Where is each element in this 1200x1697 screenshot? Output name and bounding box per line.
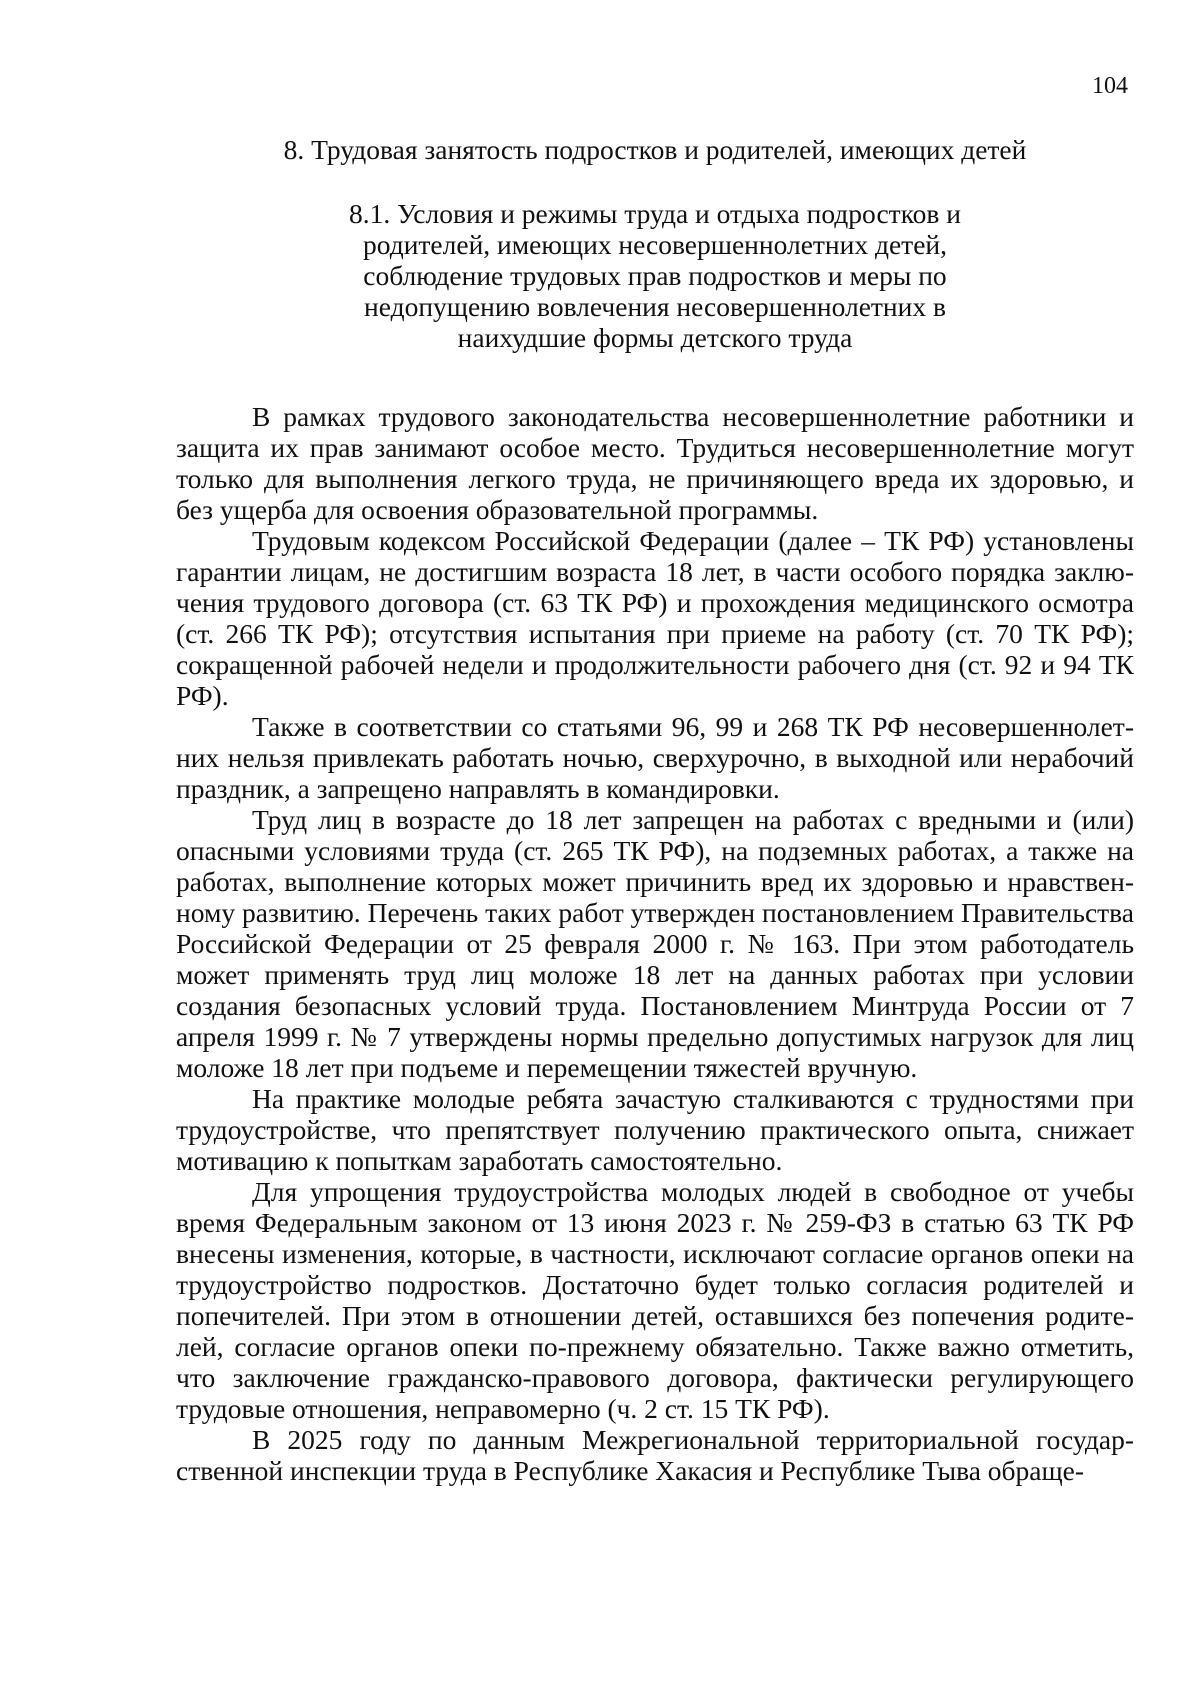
subsection-heading-line: соблюдение трудовых прав подростков и меры по	[363, 260, 947, 291]
subsection-heading	[176, 198, 1134, 353]
subsection-heading-line: 8.1. Условия и режимы труда и отдыха подростков и	[349, 198, 961, 229]
paragraph: На практике молодые ребята зачастую сталкиваются с трудностями при трудоустройстве, что препятствует получению практического опыта, снижает мотивацию к попыткам заработать самостоятельно.	[176, 1083, 1134, 1176]
paragraph: Труд лиц в возрасте до 18 лет запрещен на работах с вредными и (или) опасными условиями труда (ст. 265 ТК РФ), на подземных работах, а также на работах, выполнение которых может причинить вред их здоровью и нравственному развитию. Перечень таких работ утвержден постановлением Правительства Российской Федерации от 25 февраля 2000 г. № 163. При этом работодатель может применять труд лиц моложе 18 лет на данных работах при условии создания безопасных условий труда. Постановлением Минтруда России от 7 апреля 1999 г. № 7 утверждены нормы предельно допустимых нагрузок для лиц моложе 18 лет при подъеме и перемещении тяжестей вручную.	[176, 804, 1134, 1083]
subsection-heading-line: недопущению вовлечения несовершеннолетних в	[364, 291, 946, 322]
paragraph: В 2025 году по данным Межрегиональной территориальной государственной инспекции труда в Республике Хакасия и Республике Тыва обраще-	[176, 1424, 1134, 1486]
paragraph: Для упрощения трудоустройства молодых людей в свободное от учебы время Федеральным законом от 13 июня 2023 г. № 259-ФЗ в статью 63 ТК РФ внесены изменения, которые, в частности, исключают согласие органов опеки на трудоустройство подростков. Достаточно будет только согласия родителей и попечителей. При этом в отношении детей, оставшихся без попечения родителей, согласие органов опеки по-прежнему обязательно. Также важно отметить, что заключение гражданско-правового договора, фактически регулирующего трудовые отношения, неправомерно (ч. 2 ст. 15 ТК РФ).	[176, 1176, 1134, 1424]
subsection-heading-line: родителей, имеющих несовершеннолетних детей,	[363, 229, 947, 260]
subsection-heading-line: наихудшие формы детского труда	[457, 322, 853, 353]
paragraph: В рамках трудового законодательства несовершеннолетние работники и защита их прав занимают особое место. Трудиться несовершеннолетние могут только для выполнения легкого труда, не причиняющего вреда их здоровью, и без ущерба для освоения образовательной программы.	[176, 401, 1134, 525]
section-heading: 8. Трудовая занятость подростков и родителей, имеющих детей	[283, 134, 1027, 165]
paragraph: Также в соответствии со статьями 96, 99 и 268 ТК РФ несовершеннолетних нельзя привлекать работать ночью, сверхурочно, в выходной или нерабочий праздник, а запрещено направлять в командировки.	[176, 711, 1134, 804]
page-number: 104	[1092, 73, 1128, 99]
body-text	[176, 401, 1134, 1486]
paragraph: Трудовым кодексом Российской Федерации (далее – ТК РФ) установлены гарантии лицам, не достигшим возраста 18 лет, в части особого порядка заключения трудового договора (ст. 63 ТК РФ) и прохождения медицинского осмотра (ст. 266 ТК РФ); отсутствия испытания при приеме на работу (ст. 70 ТК РФ); сокращенной рабочей недели и продолжительности рабочего дня (ст. 92 и 94 ТК РФ).	[176, 525, 1134, 711]
